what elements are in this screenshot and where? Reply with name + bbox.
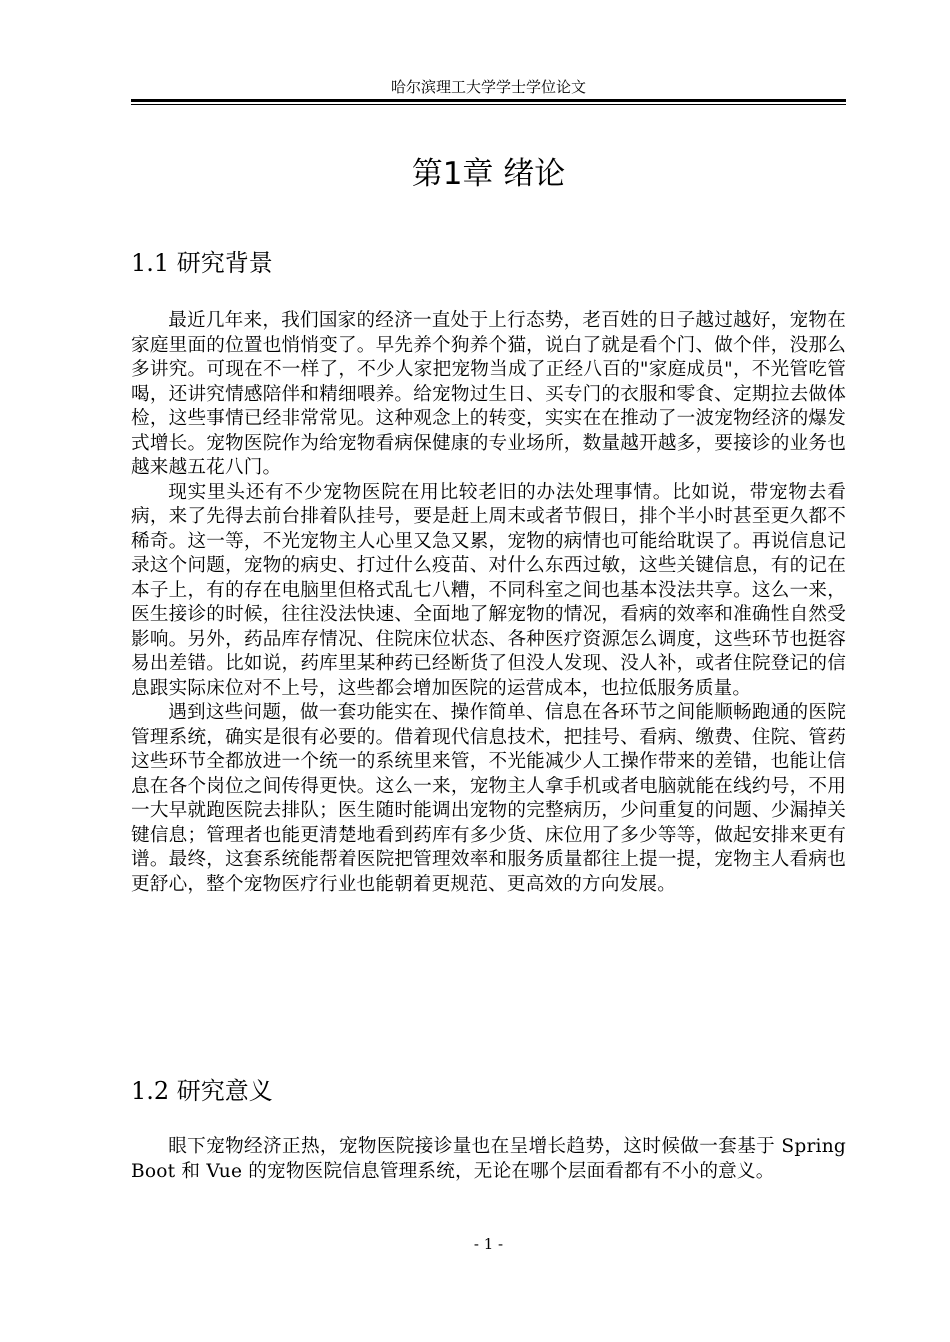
section-body-significance [131, 1135, 846, 1184]
section-heading-background: 1.1 研究背景 [131, 249, 273, 277]
header-rule-thick [131, 99, 846, 102]
chapter-title: 第1章 绪论 [411, 156, 566, 192]
paragraph: 眼下宠物经济正热，宠物医院接诊量也在呈增长趋势，这时候做一套基于 Spring Boot 和 Vue 的宠物医院信息管理系统，无论在哪个层面看都有不小的意义。 [131, 1136, 846, 1182]
paragraph: 遇到这些问题，做一套功能实在、操作简单、信息在各环节之间能顺畅跑通的医院管理系统，确实是很有必要的。借着现代信息技术，把挂号、看病、缴费、住院、管药这些环节全都放进一个统一的系统里来管，不光能减少人工操作带来的差错，也能让信息在各个岗位之间传得更快。这么一来，宠物主人拿手机或者电脑就能在线约号，不用一大早就跑医院去排队；医生随时能调出宠物的完整病历，少问重复的问题、少漏掉关键信息；管理者也能更清楚地看到药库有多少货、床位用了多少等等，做起安排来更有谱。最终，这套系统能帮着医院把管理效率和服务质量都往上提一提，宠物主人看病也更舒心，整个宠物医疗行业也能朝着更规范、更高效的方向发展。 [131, 702, 846, 895]
running-header: 哈尔滨理工大学学士学位论文 [390, 78, 586, 96]
page-number: - 1 - [473, 1235, 504, 1253]
paragraph: 现实里头还有不少宠物医院在用比较老旧的办法处理事情。比如说，带宠物去看病，来了先得去前台排着队挂号，要是赶上周末或者节假日，排个半小时甚至更久都不稀奇。这一等，不光宠物主人心里又急又累，宠物的病情也可能给耽误了。再说信息记录这个问题，宠物的病史、打过什么疫苗、对什么东西过敏，这些关键信息，有的记在本子上，有的存在电脑里但格式乱七八糟，不同科室之间也基本没法共享。这么一来，医生接诊的时候，往往没法快速、全面地了解宠物的情况，看病的效率和准确性自然受影响。另外，药品库存情况、住院床位状态、各种医疗资源怎么调度，这些环节也挺容易出差错。比如说，药库里某种药已经断货了但没人发现、没人补，或者住院登记的信息跟实际床位对不上号，这些都会增加医院的运营成本，也拉低服务质量。 [131, 481, 846, 699]
header-rule-thin [131, 104, 846, 105]
section-body-background [131, 309, 846, 897]
section-heading-significance: 1.2 研究意义 [131, 1077, 273, 1105]
paragraph: 最近几年来，我们国家的经济一直处于上行态势，老百姓的日子越过越好，宠物在家庭里面的位置也悄悄变了。早先养个狗养个猫，说白了就是看个门、做个伴，没那么多讲究。可现在不一样了，不少人家把宠物当成了正经八百的"家庭成员"，不光管吃管喝，还讲究情感陪伴和精细喂养。给宠物过生日、买专门的衣服和零食、定期拉去做体检，这些事情已经非常常见。这种观念上的转变，实实在在推动了一波宠物经济的爆发式增长。宠物医院作为给宠物看病保健康的专业场所，数量越开越多，要接诊的业务也越来越五花八门。 [131, 310, 846, 478]
